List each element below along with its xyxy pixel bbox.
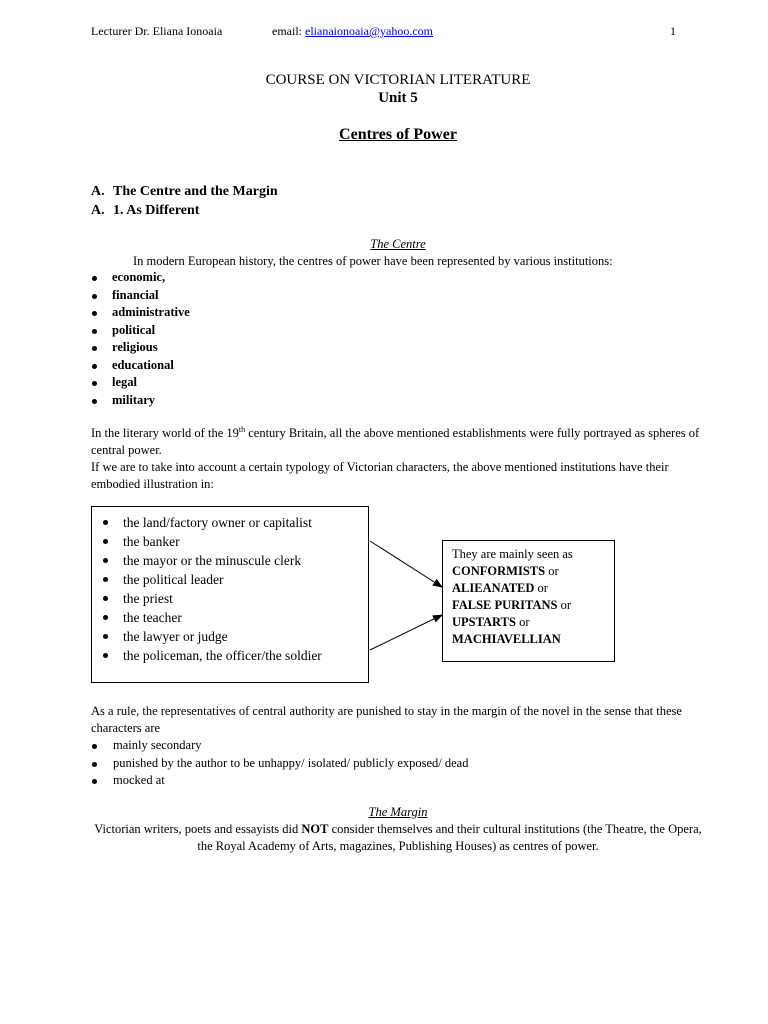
unit-title: Unit 5: [378, 90, 418, 106]
list-item: the policeman, the officer/the soldier: [101, 646, 322, 665]
list-item: religious: [91, 339, 190, 357]
centre-intro: In modern European history, the centres of power have been represented by various institutions:: [133, 254, 613, 268]
arrow-top: [370, 541, 442, 587]
margin-paragraph: Victorian writers, poets and essayists did NOT consider themselves and their cultural institutions (the Theatre, the Opera, the Royal Academy of Arts, magazines, Publishing Houses) as centres of power.: [94, 822, 702, 853]
list-item: the mayor or the minuscule clerk: [101, 551, 322, 570]
arrow-bottom: [370, 615, 442, 650]
margin-subtitle: The Margin: [368, 805, 428, 819]
list-item: educational: [91, 357, 190, 375]
email-label: email:: [272, 24, 302, 38]
section-text: 1. As Different: [113, 203, 200, 218]
section-text: The Centre and the Margin: [113, 184, 278, 199]
typology-paragraph: If we are to take into account a certain typology of Victorian characters, the above mentioned institutions have their embodied illustration in:: [91, 460, 669, 491]
term-line: FALSE PURITANS or: [452, 598, 572, 612]
section-label: A.: [91, 184, 105, 199]
list-item: the land/factory owner or capitalist: [101, 513, 322, 532]
list-item: mainly secondary: [91, 737, 468, 755]
list-item: the teacher: [101, 608, 322, 627]
list-item: the banker: [101, 532, 322, 551]
list-item: the political leader: [101, 570, 322, 589]
centre-subtitle: The Centre: [370, 237, 426, 251]
page-title: Centres of Power: [339, 126, 457, 143]
seen-as-text: They are mainly seen as: [452, 547, 573, 561]
list-item: legal: [91, 374, 190, 392]
rule-list: [91, 737, 468, 790]
list-item: financial: [91, 287, 190, 305]
classification-box: [442, 540, 615, 662]
rule-paragraph: As a rule, the representatives of central authority are punished to stay in the margin of the novel in the sense that these characters are: [91, 704, 682, 735]
list-item: the lawyer or judge: [101, 627, 322, 646]
list-item: political: [91, 322, 190, 340]
list-item: administrative: [91, 304, 190, 322]
list-item: economic,: [91, 269, 190, 287]
list-item: the priest: [101, 589, 322, 608]
list-item: military: [91, 392, 190, 410]
page-number: 1: [670, 24, 676, 38]
email-link[interactable]: elianaionoaia@yahoo.com: [305, 24, 434, 38]
lecturer-name: Lecturer Dr. Eliana Ionoaia: [91, 24, 223, 38]
term-line: UPSTARTS or: [452, 615, 530, 629]
list-item: mocked at: [91, 772, 468, 790]
course-title: COURSE ON VICTORIAN LITERATURE: [265, 72, 531, 88]
term-line: CONFORMISTS or: [452, 564, 559, 578]
literary-world-paragraph: In the literary world of the 19th century Britain, all the above mentioned establishments were fully portrayed as spheres of central power.: [91, 424, 700, 457]
section-label: A.: [91, 203, 105, 218]
list-item: punished by the author to be unhappy/ isolated/ publicly exposed/ dead: [91, 755, 468, 773]
term-line: ALIEANATED or: [452, 581, 548, 595]
term-line: MACHIAVELLIAN: [452, 632, 561, 646]
